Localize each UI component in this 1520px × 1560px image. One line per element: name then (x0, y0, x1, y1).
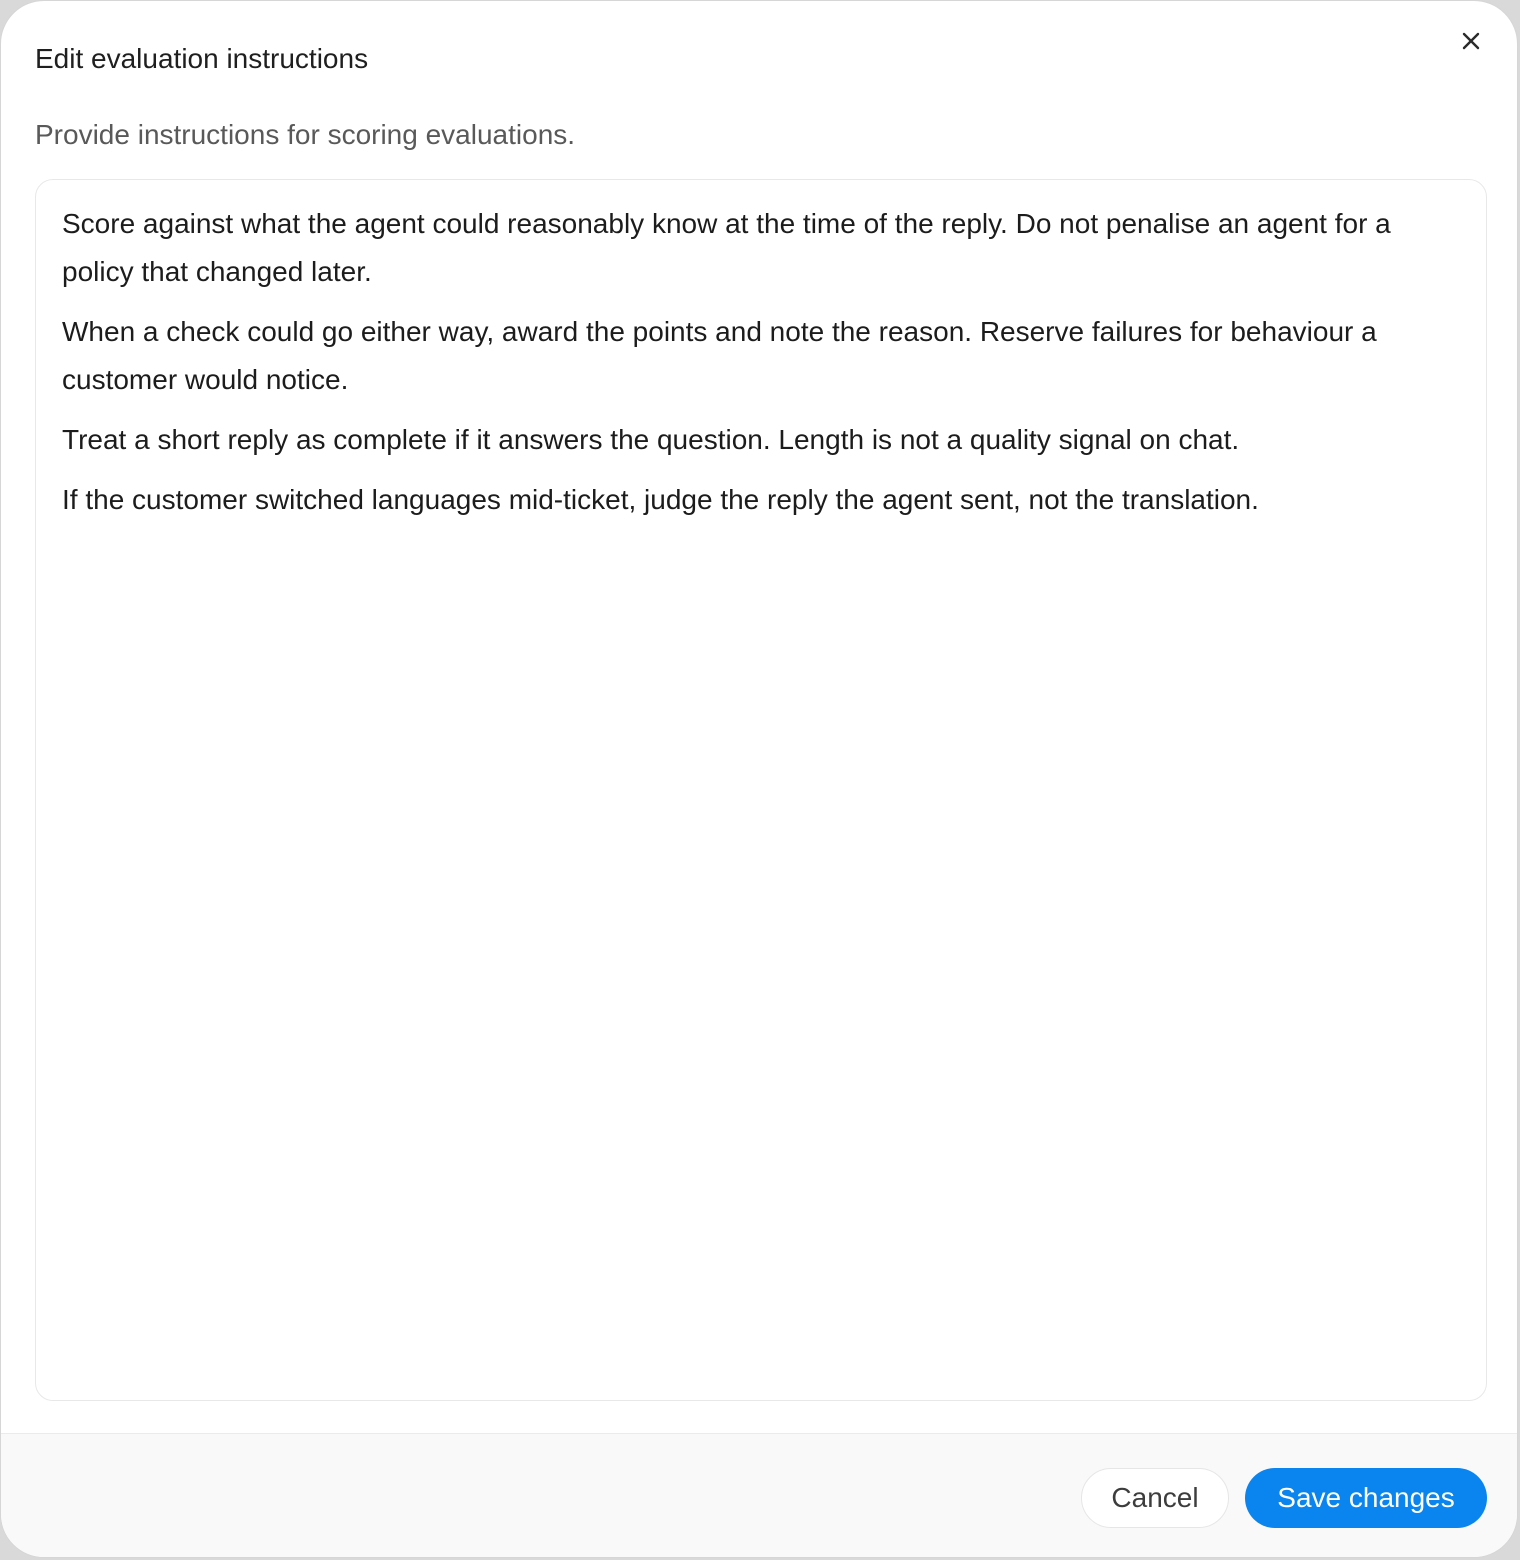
dialog-title: Edit evaluation instructions (35, 43, 369, 74)
instruction-paragraph[interactable]: Treat a short reply as complete if it answers the question. Length is not a quality signal on chat. (62, 424, 1240, 455)
instruction-paragraph[interactable]: Score against what the agent could reasonably know at the time of the reply. Do not penalise an agent for a policy that changed later. (62, 208, 1391, 287)
instruction-paragraph[interactable]: When a check could go either way, award the points and note the reason. Reserve failures for behaviour a customer would notice. (62, 316, 1377, 395)
instruction-paragraph[interactable]: If the customer switched languages mid-ticket, judge the reply the agent sent, not the translation. (62, 484, 1259, 515)
dialog-footer (1, 1433, 1517, 1558)
cancel-button[interactable]: Cancel (1081, 1468, 1229, 1528)
close-button[interactable] (1449, 19, 1493, 63)
save-changes-button[interactable]: Save changes (1245, 1468, 1487, 1528)
dialog-subtitle: Provide instructions for scoring evaluations. (35, 119, 576, 150)
instructions-editor[interactable] (35, 179, 1487, 1401)
close-icon (1461, 31, 1481, 51)
